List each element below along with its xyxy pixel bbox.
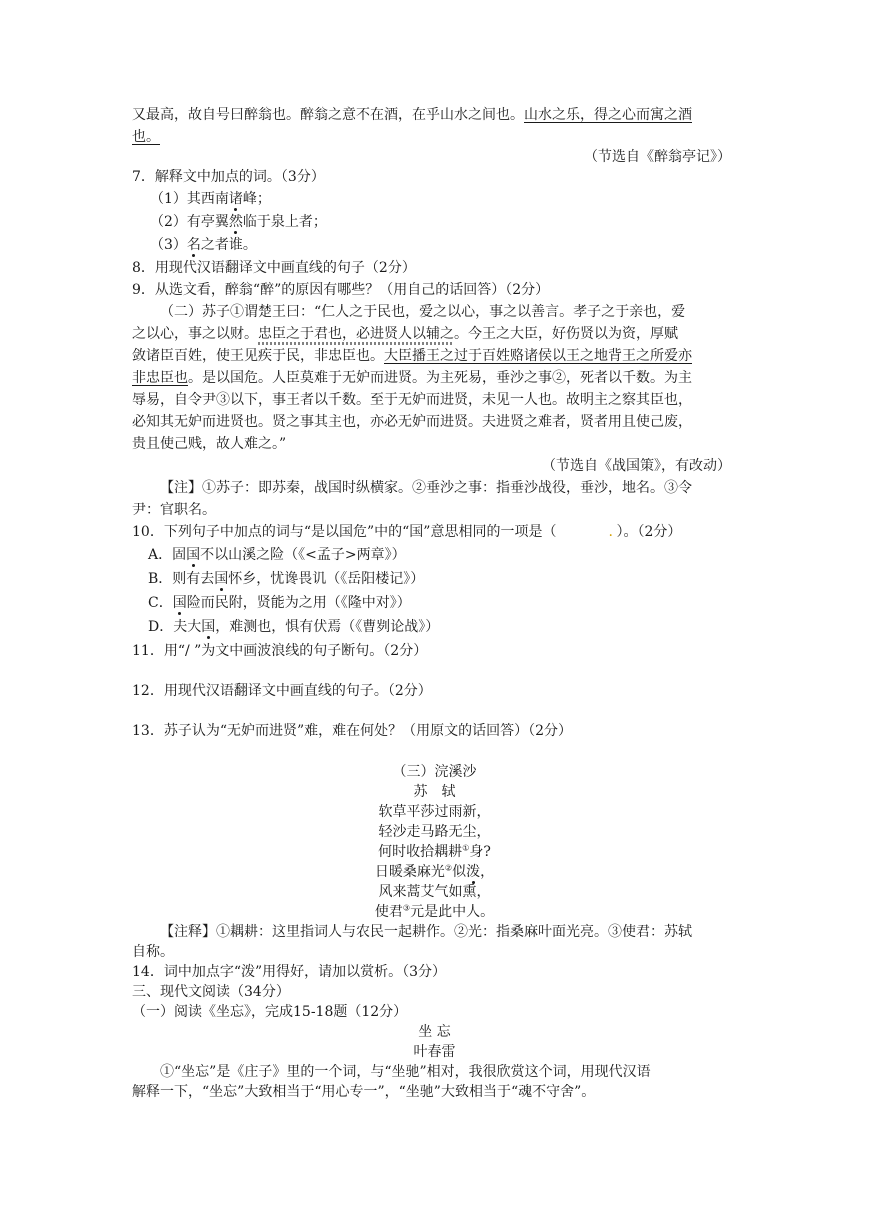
passage2-line2 bbox=[132, 324, 678, 344]
poem-text: 日暖桑麻光 bbox=[374, 864, 445, 880]
poem-text: 似 bbox=[452, 864, 467, 880]
q7-item-2-text: （2）有亭翼 bbox=[150, 214, 229, 230]
passage1-text: 又最高，故自号曰醉翁也。醉翁之意不在酒，在乎山水之间也。 bbox=[132, 107, 524, 123]
option-text: B．则有去 bbox=[148, 571, 215, 587]
passage2-text: 。是以国危。人臣莫难于无妒而进贤。为主死易，垂沙之事②，死者以千数。为主 bbox=[188, 370, 692, 386]
q10-option-a bbox=[148, 545, 406, 565]
question-10 bbox=[132, 522, 681, 542]
poem-text: 何时收拾耦耕 bbox=[378, 844, 463, 860]
essay-paragraph-1-line2: 解释一下，“坐忘”大致相当于“用心专一”，“坐驰”大致相当于“魂不守舍”。 bbox=[132, 1084, 596, 1100]
q10-stem-end: ）。（2分） bbox=[616, 524, 682, 540]
q7-item-3-rest: 之者谁。 bbox=[200, 237, 257, 253]
option-text: 怀乡，忧谗畏讥（《岳阳楼记》） bbox=[228, 571, 425, 587]
dotted-word: 泼 bbox=[466, 864, 481, 880]
q7-item-1-rest: 峰； bbox=[242, 191, 271, 207]
dotted-word: 国 bbox=[172, 595, 187, 611]
poem-line-5: 风来蒿艾气如熏， bbox=[378, 884, 491, 900]
passage1-line1 bbox=[132, 105, 692, 125]
passage2-text: 敛诸臣百姓，使王见疾于民，非忠臣也。 bbox=[132, 348, 384, 364]
passage2-text: 。今王之大臣，好伤贤以为资，厚赋 bbox=[454, 326, 678, 342]
underlined-sentence: 山水之乐，得之心而寓之酒 bbox=[524, 107, 692, 123]
question-7: 7．解释文中加点的词。（3分） bbox=[132, 169, 325, 185]
poem-text: 身? bbox=[469, 844, 491, 860]
q7-item-2-rest: 临于泉上者； bbox=[242, 214, 327, 230]
question-14: 14．词中加点字“泼”用得好，请加以赏析。（3分） bbox=[132, 964, 447, 980]
answer-blank[interactable]: . bbox=[608, 524, 613, 540]
question-12: 12．用现代汉语翻译文中画直线的句子。（2分） bbox=[132, 683, 432, 699]
q7-item-1-text: （1）其西南 bbox=[150, 191, 229, 207]
poem-author: 苏 轼 bbox=[413, 784, 456, 800]
passage2-line3 bbox=[132, 346, 692, 366]
dotted-word: 国 bbox=[186, 547, 201, 563]
q10-option-d bbox=[148, 617, 439, 637]
footnote-marker: ② bbox=[444, 863, 453, 873]
dotted-word: 国 bbox=[201, 619, 216, 635]
underlined-sentence: 大臣播王之过于百姓赂诸侯以王之地背王之所爱亦 bbox=[384, 348, 692, 364]
passage2-note-line2: 尹：官职名。 bbox=[132, 502, 216, 518]
poem-line-2: 轻沙走马路无尘， bbox=[378, 824, 491, 840]
passage2-line6: 必知其无妒而进贤也。贤之事其主也，亦必无妒而进贤。夫进贤之难者，贤者用且使己废， bbox=[132, 414, 692, 430]
option-text: C． bbox=[148, 595, 173, 611]
essay-paragraph-1-line1: ①“坐忘”是《庄子》里的一个词，与“坐驰”相对，我很欣赏这个词，用现代汉语 bbox=[160, 1064, 651, 1080]
q7-item-3-text: （3） bbox=[150, 237, 187, 253]
passage2-note-line1: 【注】①苏子：即苏秦，战国时纵横家。②垂沙之事：指垂沙战役，垂沙，地名。③令 bbox=[160, 480, 692, 496]
q7-item-3 bbox=[150, 235, 257, 255]
passage2-line1: （二）苏子①谓楚王曰：“仁人之于民也，爱之以心，事之以善言。孝子之于亲也，爱 bbox=[160, 304, 686, 320]
q7-item-1 bbox=[150, 189, 271, 209]
question-11: 11．用“/ ”为文中画波浪线的句子断句。（2分） bbox=[132, 643, 428, 659]
option-text: D．夫大 bbox=[148, 619, 202, 635]
option-text: ，难测也，惧有伏焉（《曹刿论战》） bbox=[215, 619, 440, 635]
poem-text: 元是此中人。 bbox=[410, 904, 495, 920]
dotted-word: 然 bbox=[228, 214, 243, 230]
essay-title: 坐 忘 bbox=[418, 1024, 451, 1040]
question-8: 8．用现代汉语翻译文中画直线的句子（2分） bbox=[132, 260, 416, 276]
dotted-word: 诸 bbox=[228, 191, 243, 207]
poem-note-line1: 【注释】①耦耕：这里指词人与农民一起耕作。②光：指桑麻叶面光亮。③使君：苏轼 bbox=[160, 924, 692, 940]
q10-stem: 10．下列句子中加点的词与“是以国危”中的“国”意思相同的一项是（ bbox=[132, 524, 557, 540]
poem-text: ， bbox=[480, 864, 495, 880]
section-heading: 三、现代文阅读（34分） bbox=[132, 984, 290, 1000]
poem-line-6 bbox=[0, 902, 869, 922]
option-text: 险而民附，贤能为之用（《隆中对》） bbox=[186, 595, 411, 611]
q10-option-b bbox=[148, 569, 424, 589]
passage1-line2 bbox=[132, 127, 160, 147]
passage2-text: 之以心，事之以财。 bbox=[132, 326, 258, 342]
poem-title: （三）浣溪沙 bbox=[392, 764, 477, 780]
question-9: 9．从选文看，醉翁“醉”的原因有哪些？（用自己的话回答）（2分） bbox=[132, 282, 550, 298]
passage2-line7: 贵且使己贱，故人难之。” bbox=[132, 436, 287, 452]
poem-line-4 bbox=[0, 862, 869, 882]
wavy-underlined-sentence: 忠臣之于君也，必进贤人以辅之 bbox=[258, 326, 454, 342]
passage2-line5: 辱易，自令尹③以下，事王者以千数。至于无妒而进贤，未见一人也。故明主之察其臣也， bbox=[132, 392, 692, 408]
underlined-sentence-end: 也。 bbox=[132, 129, 160, 145]
source-citation: （节选自《战国策》，有改动） bbox=[542, 458, 731, 474]
underlined-sentence-end: 非忠臣也 bbox=[132, 370, 188, 386]
poem-text: 使君 bbox=[374, 904, 403, 920]
option-text: 不以山溪之险（《<孟子>两章》） bbox=[200, 547, 406, 563]
poem-line-3 bbox=[0, 842, 869, 862]
essay-author: 叶春雷 bbox=[413, 1044, 456, 1060]
poem-line-1: 软草平莎过雨新， bbox=[378, 804, 491, 820]
question-13: 13．苏子认为“无妒而进贤”难，难在何处？（用原文的话回答）（2分） bbox=[132, 723, 573, 739]
footnote-marker: ① bbox=[462, 843, 470, 853]
dotted-word: 国 bbox=[214, 571, 229, 587]
passage2-line4 bbox=[132, 368, 692, 388]
q7-item-2 bbox=[150, 212, 327, 232]
source-citation: （节选自《醉翁亭记》） bbox=[584, 149, 731, 165]
poem-note-line2: 自称。 bbox=[132, 944, 174, 960]
dotted-word: 名 bbox=[186, 237, 201, 253]
option-text: A．固 bbox=[148, 547, 187, 563]
subsection-heading: （一）阅读《坐忘》，完成15-18题（12分） bbox=[132, 1004, 408, 1020]
footnote-marker: ③ bbox=[402, 903, 411, 913]
q10-option-c bbox=[148, 593, 411, 613]
